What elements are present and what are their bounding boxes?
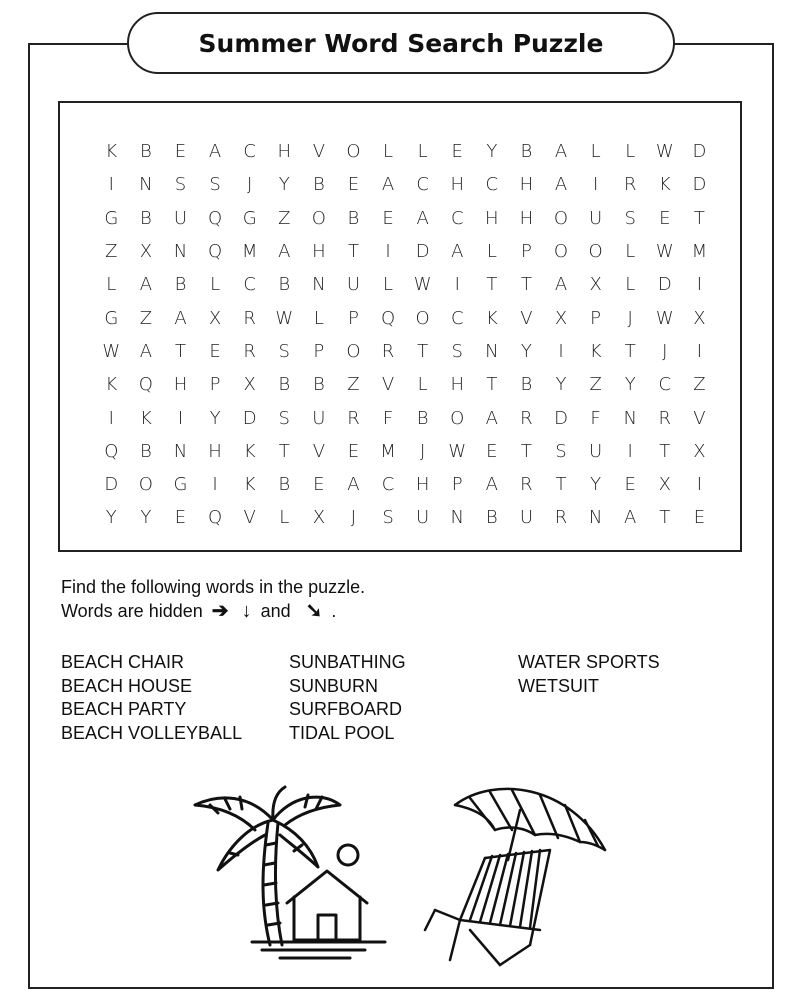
grid-letter: B [416,407,429,429]
grid-row [94,202,717,235]
grid-letter: B [312,374,325,396]
grid-letter: C [381,474,395,496]
instructions-line-2: Words are hidden ➔ ↓ and ➘ . [61,600,337,622]
grid-letter: R [347,407,360,429]
grid-letter: Z [105,241,118,263]
grid-letter: J [662,340,668,362]
grid-letter: X [312,507,326,529]
grid-letter: P [348,307,359,329]
grid-letter: A [554,174,568,196]
grid-letter: L [106,274,117,296]
grid-letter: A [347,474,360,496]
arrow-down-icon: ↓ [241,600,252,622]
grid-letter: A [485,474,498,496]
grid-letter: K [485,307,498,329]
grid-letter: S [382,507,394,529]
grid-letter: C [416,174,429,196]
grid-letter: Z [278,207,291,229]
grid-letter: Y [520,340,532,362]
grid-letter: S [278,407,290,429]
grid-letter: N [173,440,188,462]
grid-letter: O [588,241,603,263]
grid-letter: R [658,407,672,429]
grid-letter: V [312,141,326,163]
grid-letter: L [625,241,636,263]
grid-letter: K [658,174,671,196]
grid-letter: N [312,274,326,296]
grid-row [94,268,717,301]
grid-letter: R [243,307,256,329]
grid-letter: X [589,274,602,296]
grid-letter: X [208,307,222,329]
grid-letter: H [519,207,534,229]
grid-letter: O [138,474,153,496]
grid-letter: Q [207,241,223,263]
grid-letter: I [454,274,460,296]
grid-letter: A [278,241,291,263]
grid-letter: G [173,474,188,496]
grid-letter: J [350,507,357,529]
grid-letter: Q [207,507,223,529]
grid-letter: N [450,507,464,529]
grid-letter: L [590,141,601,163]
grid-letter: G [242,207,257,229]
grid-row [94,335,717,368]
word-item: BEACH HOUSE [61,675,193,696]
grid-letter: C [243,141,256,163]
grid-letter: V [243,507,256,529]
grid-letter: U [312,407,326,429]
grid-letter: D [415,241,430,263]
grid-letter: B [139,207,152,229]
grid-letter: Y [140,507,152,529]
grid-letter: A [139,274,153,296]
grid-letter: W [102,340,121,362]
arrow-right-icon: ➔ [211,600,229,622]
grid-letter: E [382,207,394,229]
grid-letter: O [450,407,465,429]
grid-letter: F [590,407,601,429]
word-item: SUNBURN [289,675,379,696]
grid-letter: H [208,440,222,462]
grid-letter: N [139,174,153,196]
grid-letter: A [381,174,395,196]
grid-letter: L [313,307,324,329]
grid-letter: T [347,241,359,263]
grid-letter: M [380,440,396,462]
grid-letter: C [243,274,256,296]
grid-letter: I [108,407,114,429]
grid-letter: A [624,507,637,529]
grid-letter: U [589,207,603,229]
word-item: BEACH CHAIR [61,652,185,672]
grid-letter: T [659,440,671,462]
grid-letter: B [312,174,325,196]
grid-row [94,435,717,468]
grid-row [94,401,717,434]
grid-letter: P [590,307,602,329]
grid-letter: D [104,474,119,496]
word-list-column-3 [518,651,660,698]
grid-row [94,168,717,201]
grid-letter: P [209,374,221,396]
grid-letter: B [139,141,152,163]
grid-letter: L [417,141,428,163]
grid-letter: I [696,274,703,296]
grid-letter: X [139,241,153,263]
word-list-column-2 [289,651,406,746]
grid-letter: Y [278,174,290,196]
grid-letter: K [589,340,602,362]
grid-letter: S [624,207,636,229]
grid-letter: T [693,207,705,229]
beach-chair-umbrella-icon [400,780,610,980]
grid-letter: A [554,141,568,163]
grid-letter: Q [138,374,153,396]
grid-letter: L [210,274,221,296]
grid-letter: X [693,440,706,462]
grid-letter: B [278,274,291,296]
grid-letter: V [693,407,706,429]
grid-letter: X [658,474,671,496]
grid-letter: F [382,407,394,429]
grid-letter: T [520,274,532,296]
grid-letter: D [242,407,257,429]
grid-letter: S [278,340,290,362]
grid-letter: K [105,374,118,396]
grid-letter: H [485,207,499,229]
grid-letter: K [105,141,118,163]
grid-letter: T [555,474,567,496]
grid-letter: O [553,207,569,229]
grid-letter: S [209,174,221,196]
grid-letter: K [139,407,152,429]
grid-letter: P [520,241,532,263]
grid-letter: A [174,307,187,329]
grid-letter: J [627,307,633,329]
grid-letter: Q [207,207,223,229]
grid-letter: S [451,340,463,362]
grid-letter: X [243,374,256,396]
grid-letter: Y [209,407,221,429]
instructions-line-1: Find the following words in the puzzle. [61,577,366,597]
word-item: WETSUIT [518,675,599,696]
grid-letter: Z [589,374,602,396]
grid-letter: A [451,241,464,263]
arrow-diagonal-icon: ➘ [305,600,323,622]
grid-letter: L [625,141,636,163]
grid-row [94,235,717,268]
letter-grid [94,135,717,535]
grid-letter: D [657,274,672,296]
grid-row [94,301,717,334]
grid-letter: T [174,340,186,362]
grid-letter: E [659,207,671,229]
grid-letter: I [696,340,703,362]
grid-letter: B [520,141,533,163]
grid-letter: J [419,440,426,462]
grid-letter: C [658,374,672,396]
grid-letter: A [208,141,222,163]
grid-letter: Z [347,374,360,396]
grid-letter: R [623,174,637,196]
grid-row [94,468,717,501]
grid-letter: W [655,307,674,329]
grid-letter: A [485,407,498,429]
word-list-column-1 [61,651,242,746]
grid-letter: I [177,407,184,429]
grid-letter: E [347,440,360,462]
grid-letter: O [415,307,430,329]
grid-letter: L [383,274,394,296]
grid-letter: Y [590,474,602,496]
grid-letter: C [450,307,464,329]
grid-letter: T [417,340,429,362]
grid-letter: E [209,340,221,362]
grid-letter: C [485,174,499,196]
grid-letter: S [555,440,567,462]
grid-letter: M [241,241,258,263]
grid-letter: I [592,174,599,196]
grid-letter: A [416,207,429,229]
grid-letter: Y [486,141,498,163]
grid-letter: Y [555,374,567,396]
grid-row [94,135,717,168]
grid-letter: U [589,440,603,462]
grid-letter: L [279,507,290,529]
grid-letter: I [558,340,564,362]
grid-letter: C [450,207,464,229]
grid-letter: X [693,307,706,329]
grid-letter: B [347,207,360,229]
grid-letter: Y [105,507,117,529]
grid-letter: H [277,141,292,163]
grid-letter: I [696,474,703,496]
grid-letter: E [174,141,187,163]
grid-letter: D [692,141,707,163]
grid-letter: T [278,440,290,462]
word-item: SURFBOARD [289,699,403,720]
grid-letter: U [519,507,534,529]
grid-letter: R [520,474,533,496]
grid-letter: W [655,241,674,263]
grid-letter: R [243,340,256,362]
grid-letter: N [485,340,499,362]
grid-letter: H [173,374,188,396]
grid-letter: U [346,274,361,296]
grid-letter: L [625,274,636,296]
grid-letter: K [243,474,256,496]
grid-letter: H [415,474,430,496]
grid-letter: N [588,507,603,529]
grid-letter: U [416,507,430,529]
grid-letter: D [692,174,707,196]
grid-letter: E [174,507,187,529]
grid-letter: B [174,274,187,296]
grid-letter: M [691,241,708,263]
word-item: BEACH PARTY [61,699,187,720]
grid-letter: U [173,207,188,229]
grid-letter: S [174,174,187,196]
grid-letter: T [520,440,532,462]
grid-letter: Q [104,440,119,462]
title-banner [127,12,675,74]
grid-letter: B [278,474,291,496]
grid-letter: G [104,207,119,229]
grid-letter: V [520,307,533,329]
grid-row [94,501,717,534]
grid-letter: Z [139,307,153,329]
word-search-grid-box [58,101,742,552]
grid-letter: E [693,507,706,529]
grid-letter: I [108,174,114,196]
grid-letter: D [554,407,568,429]
grid-letter: R [520,407,533,429]
grid-letter: P [313,340,325,362]
grid-letter: I [212,474,218,496]
grid-letter: E [347,174,360,196]
grid-letter: E [486,440,498,462]
word-item: BEACH VOLLEYBALL [61,723,243,744]
grid-letter: Y [624,374,636,396]
grid-letter: B [139,440,152,462]
grid-letter: K [243,440,256,462]
word-item: TIDAL POOL [289,723,395,744]
grid-letter: O [346,141,361,163]
grid-letter: E [313,474,325,496]
grid-letter: T [659,507,671,529]
grid-letter: B [485,507,498,529]
grid-letter: T [624,340,636,362]
grid-letter: L [486,241,497,263]
grid-letter: O [311,207,326,229]
grid-letter: B [278,374,291,396]
grid-letter: Z [693,374,706,396]
grid-letter: E [624,474,636,496]
grid-letter: V [381,374,395,396]
grid-letter: I [385,241,391,263]
grid-letter: W [448,440,467,462]
grid-letter: W [413,274,432,296]
grid-letter: O [346,340,361,362]
grid-letter: H [312,241,326,263]
grid-letter: Q [380,307,396,329]
word-item: WATER SPORTS [518,652,660,672]
grid-letter: J [247,174,253,196]
grid-letter: G [104,307,119,329]
grid-letter: L [417,374,428,396]
grid-letter: H [450,174,464,196]
grid-letter: H [519,174,534,196]
word-item: SUNBATHING [289,652,406,672]
grid-letter: N [173,241,188,263]
instructions [61,575,365,623]
grid-letter: R [381,340,395,362]
grid-letter: O [553,241,569,263]
grid-letter: I [627,440,633,462]
page-title: Summer Word Search Puzzle [198,28,604,58]
grid-letter: A [554,274,568,296]
grid-letter: T [486,274,498,296]
grid-letter: N [623,407,637,429]
grid-letter: L [383,141,394,163]
grid-letter: H [450,374,464,396]
grid-letter: X [554,307,568,329]
grid-row [94,368,717,401]
grid-letter: E [451,141,463,163]
grid-letter: P [451,474,463,496]
grid-letter: B [520,374,533,396]
grid-letter: W [275,307,294,329]
grid-letter: W [655,141,674,163]
grid-letter: A [139,340,153,362]
grid-letter: T [486,374,498,396]
grid-letter: R [554,507,568,529]
palm-tree-beach-house-icon [190,785,390,965]
grid-letter: V [312,440,326,462]
